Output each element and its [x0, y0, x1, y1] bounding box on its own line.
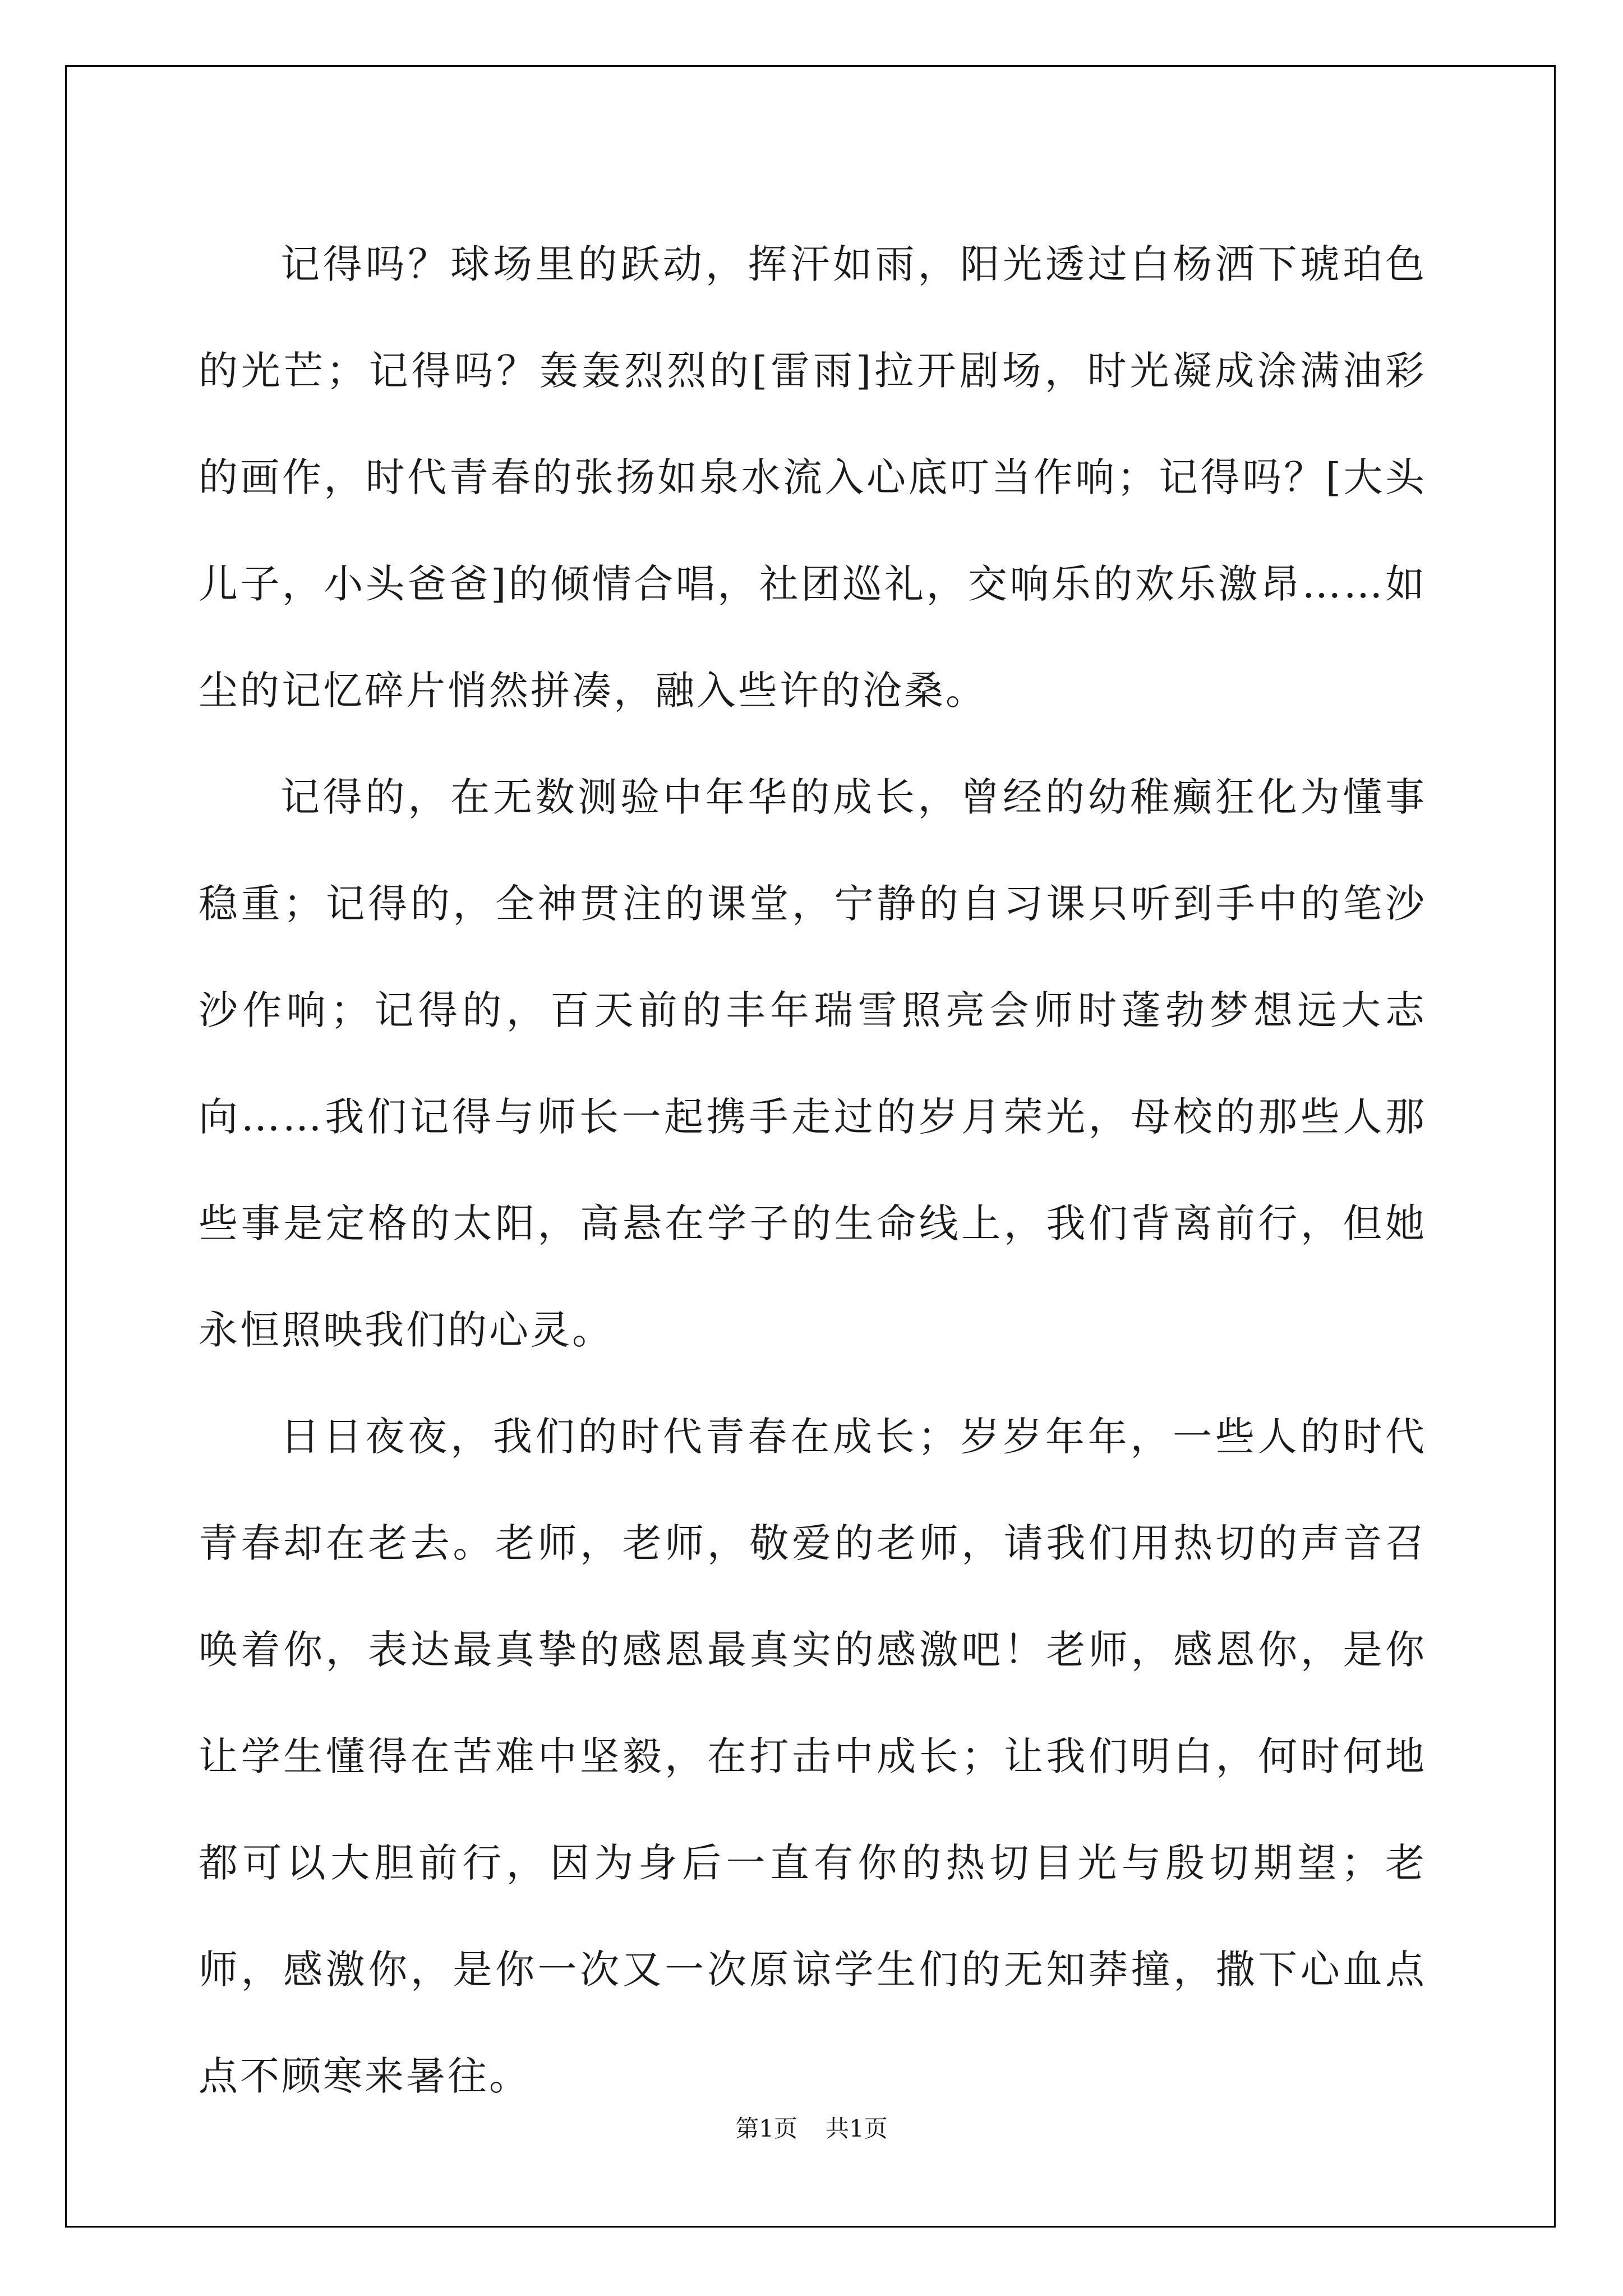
- page-number: 第1页: [735, 2115, 797, 2142]
- page-footer: [0, 2112, 1623, 2146]
- paragraph-1: 记得吗？球场里的跃动，挥汗如雨，阳光透过白杨洒下琥珀色的光芒；记得吗？轰轰烈烈的[雷雨]拉开剧场，时光凝成涂满油彩的画作，时代青春的张扬如泉水流入心底叮当作响；记得吗？[大头儿子，小头爸爸]的倾情合唱，社团巡礼，交响乐的欢乐激昂……如尘的记忆碎片悄然拼凑，融入些许的沧桑。: [199, 241, 1427, 714]
- total-pages: 共1页: [826, 2115, 888, 2142]
- document-body: [199, 211, 1427, 2129]
- paragraph-3: 日日夜夜，我们的时代青春在成长；岁岁年年，一些人的时代青春却在老去。老师，老师，敬爱的老师，请我们用热切的声音召唤着你，表达最真挚的感恩最真实的感激吧！老师，感恩你，是你让学生懂得在苦难中坚毅，在打击中成长；让我们明白，何时何地都可以大胆前行，因为身后一直有你的热切目光与殷切期望；老师，感激你，是你一次又一次原谅学生们的无知莽撞，撒下心血点点不顾寒来暑往。: [199, 1414, 1427, 2099]
- paragraph-2: 记得的，在无数测验中年华的成长，曾经的幼稚癫狂化为懂事稳重；记得的，全神贯注的课堂，宁静的自习课只听到手中的笔沙沙作响；记得的，百天前的丰年瑞雪照亮会师时蓬勃梦想远大志向……我们记得与师长一起携手走过的岁月荣光，母校的那些人那些事是定格的太阳，高悬在学子的生命线上，我们背离前行，但她永恒照映我们的心灵。: [199, 774, 1427, 1353]
